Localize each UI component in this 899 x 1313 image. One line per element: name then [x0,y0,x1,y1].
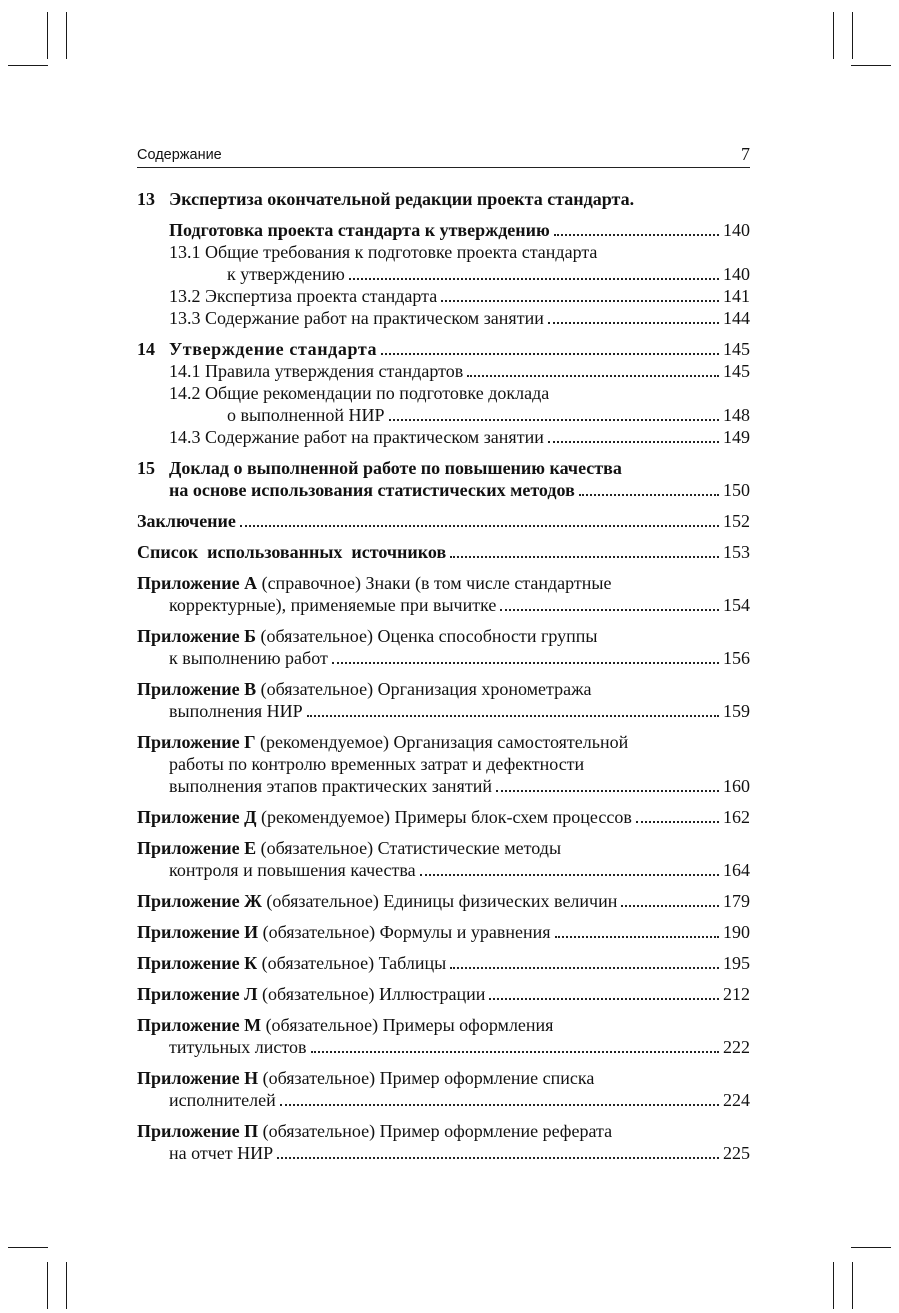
page-ref: 140 [723,264,750,284]
appendix-label: Приложение И [137,922,259,942]
crop-mark [852,12,853,59]
toc-entry-text: 13.3 Содержание работ на практическом занятии [169,308,544,328]
toc-entry [137,360,750,382]
dot-leader [277,1157,719,1159]
toc-appendix-k [137,952,750,974]
toc-appendix-m [137,1014,750,1058]
appendix-label: Приложение Б [137,626,256,646]
toc-entry-text: (рекомендуемое) Организация самостоятельной [255,732,629,752]
toc-entry-text: (справочное) Знаки (в том числе стандартные [257,573,612,593]
toc-entry-text: 14.2 Общие рекомендации по подготовке доклада [169,383,550,403]
toc-entry-text: о выполненной НИР [227,405,385,425]
toc-entry-text: к утверждению [227,264,345,284]
toc-entry-text: на отчет НИР [169,1143,274,1163]
page-ref: 162 [723,807,750,827]
toc-appendix-p [137,1120,750,1164]
appendix-label: Приложение А [137,573,258,593]
dot-leader [420,874,719,876]
toc-appendix-i [137,921,750,943]
crop-mark [47,1262,48,1309]
page-ref: 144 [723,308,750,328]
section-title: Подготовка проекта стандарта к утверждению [169,220,550,240]
dot-leader [381,353,719,355]
toc-entry-text: к выполнению работ [169,648,328,668]
toc-appendix-d [137,806,750,828]
dot-leader [389,419,720,421]
toc-appendix-l [137,983,750,1005]
appendix-label: Приложение Н [137,1068,259,1088]
toc-entry-text: (обязательное) Единицы физических величин [261,891,618,911]
dot-leader [579,494,719,496]
toc-appendix-a [137,572,750,616]
appendix-label: Приложение К [137,953,258,973]
toc-appendix-zh [137,890,750,912]
crop-mark [833,12,834,59]
page-ref: 148 [723,405,750,425]
page-ref: 160 [723,776,750,796]
section-number: 14 [137,339,155,359]
page-ref: 153 [723,542,750,562]
toc-entry-text: (обязательное) Пример оформление списка [258,1068,595,1088]
page-ref: 159 [723,701,750,721]
toc-entry-text: (обязательное) Оценка способности группы [255,626,598,646]
dot-leader [441,300,719,302]
toc-section-13 [137,188,750,329]
dot-leader [307,715,719,717]
dot-leader [496,790,719,792]
page-ref: 154 [723,595,750,615]
dot-leader [548,441,719,443]
page-ref: 212 [723,984,750,1004]
page-ref: 195 [723,953,750,973]
appendix-label: Приложение М [137,1015,262,1035]
section-title: Доклад о выполненной работе по повышению качества [169,458,622,478]
page-number: 7 [741,144,750,164]
section-title: Заключение [137,511,236,531]
toc-section-14 [137,338,750,448]
dot-leader [450,967,719,969]
toc-conclusion [137,510,750,532]
section-title: Список использованных источников [137,542,447,562]
page-ref: 145 [723,361,750,381]
dot-leader [311,1051,720,1053]
toc-entry-text: контроля и повышения качества [169,860,416,880]
page-ref: 179 [723,891,750,911]
toc-entry [137,307,750,329]
page-ref: 141 [723,286,750,306]
dot-leader [500,609,719,611]
crop-mark [47,12,48,59]
toc-entry-text: 14.1 Правила утверждения стандартов [169,361,464,381]
page-ref: 150 [723,480,750,500]
toc-appendix-e [137,837,750,881]
page-ref: 156 [723,648,750,668]
page-ref: 145 [723,339,750,359]
page-ref: 152 [723,511,750,531]
appendix-label: Приложение П [137,1121,259,1141]
appendix-label: Приложение Г [137,732,256,752]
toc-entry [137,426,750,448]
toc-entry-text: (обязательное) Таблицы [257,953,447,973]
dot-leader [240,525,719,527]
appendix-label: Приложение В [137,679,257,699]
toc-entry-text: корректурные), применяемые при вычитке [169,595,497,615]
toc-entry-text: (обязательное) Пример оформление реферата [258,1121,613,1141]
toc-appendix-v [137,678,750,722]
dot-leader [548,322,719,324]
toc-entry-text: 13.2 Экспертиза проекта стандарта [169,286,438,306]
appendix-label: Приложение Е [137,838,257,858]
dot-leader [489,998,719,1000]
toc-appendix-b [137,625,750,669]
toc-entry-text: исполнителей [169,1090,276,1110]
running-head-title: Содержание [137,147,222,163]
page-ref: 190 [723,922,750,942]
section-number: 15 [137,458,155,478]
crop-mark [8,65,48,66]
section-title: Утверждение стандарта [169,339,378,359]
running-head [137,145,750,168]
toc-entry-text: (рекомендуемое) Примеры блок-схем процессов [256,807,632,827]
dot-leader [450,556,719,558]
dot-leader [555,936,720,938]
crop-mark [851,65,891,66]
toc-entry-text: выполнения НИР [169,701,303,721]
dot-leader [349,278,719,280]
toc-entry-text: 13.1 Общие требования к подготовке проекта стандарта [169,242,598,262]
toc-section-15 [137,457,750,501]
toc-entry [137,241,750,263]
crop-mark [852,1262,853,1309]
page-ref: 225 [723,1143,750,1163]
toc-entry [137,285,750,307]
crop-mark [851,1247,891,1248]
dot-leader [554,234,719,236]
toc-entry-text: титульных листов [169,1037,307,1057]
toc-entry-text: (обязательное) Иллюстрации [257,984,486,1004]
dot-leader [332,662,719,664]
page-ref: 164 [723,860,750,880]
toc-entry-text: (обязательное) Организация хронометража [256,679,592,699]
appendix-label: Приложение Д [137,807,257,827]
page-ref: 224 [723,1090,750,1110]
toc-entry-text: (обязательное) Статистические методы [256,838,562,858]
appendix-label: Приложение Л [137,984,258,1004]
toc-sources [137,541,750,563]
toc-entry [137,382,750,404]
section-number: 13 [137,189,155,209]
crop-mark [8,1247,48,1248]
crop-mark [66,12,67,59]
page-ref: 149 [723,427,750,447]
table-of-contents [137,188,750,1173]
dot-leader [467,375,719,377]
appendix-label: Приложение Ж [137,891,262,911]
toc-entry-text: (обязательное) Формулы и уравнения [258,922,551,942]
page-ref: 222 [723,1037,750,1057]
page-ref: 140 [723,220,750,240]
toc-entry-text: работы по контролю временных затрат и дефектности [169,754,585,774]
toc-appendix-g [137,731,750,797]
crop-mark [66,1262,67,1309]
toc-entry-text: 14.3 Содержание работ на практическом занятии [169,427,544,447]
dot-leader [280,1104,719,1106]
section-title: Экспертиза окончательной редакции проекта стандарта. [169,189,635,209]
toc-entry-text: (обязательное) Примеры оформления [261,1015,554,1035]
dot-leader [621,905,719,907]
crop-mark [833,1262,834,1309]
dot-leader [636,821,719,823]
toc-appendix-n [137,1067,750,1111]
section-title: на основе использования статистических методов [169,480,575,500]
toc-entry-text: выполнения этапов практических занятий [169,776,492,796]
